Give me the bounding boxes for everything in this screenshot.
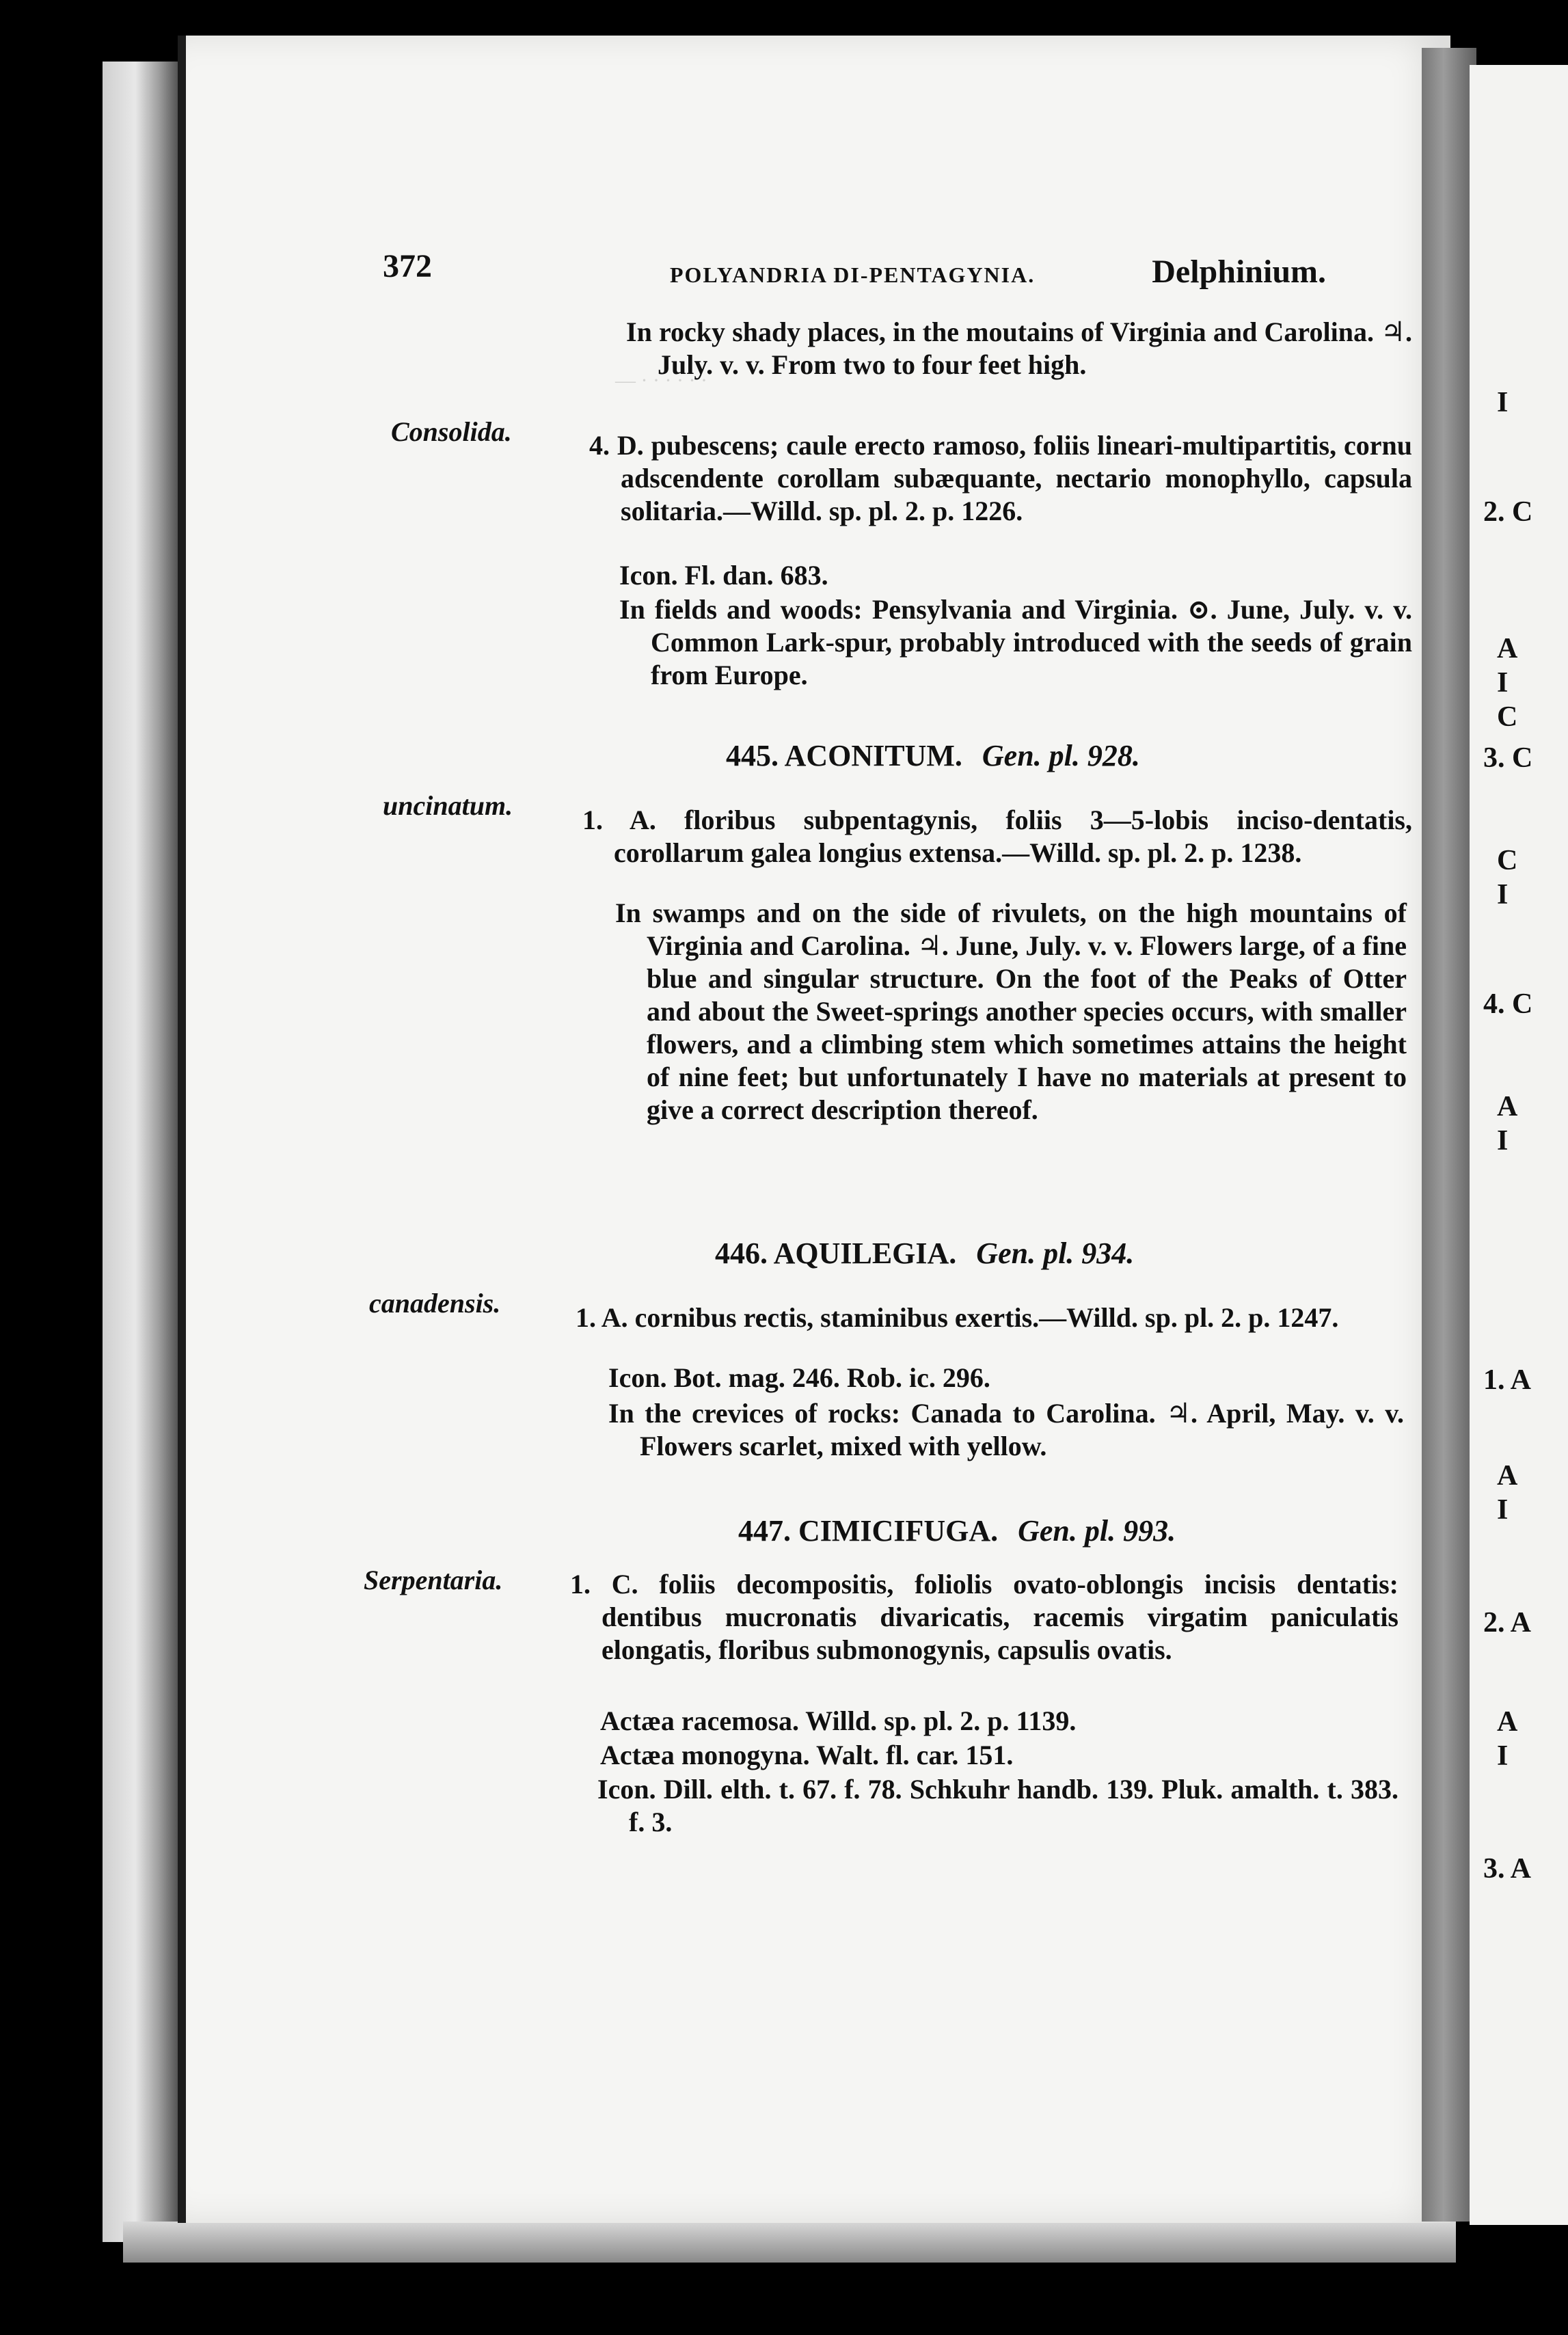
page-stack-edge (103, 62, 185, 2242)
genus-heading (726, 740, 1140, 772)
facing-line: A (1497, 633, 1518, 664)
habitat-note: In swamps and on the side of rivulets, on the high mountains of Virginia and Carolina. ♃. June, July. v. v. Flowers large, of a fine blue and singular structure. On the foot of the Peaks of Otter and about the Sweet-springs another species occurs, with smaller flowers, and a climbing stem which sometimes attains the height of nine feet; but unfortunately I have no materials at present to give a correct description thereof. (615, 897, 1407, 1125)
bleed-through-text: — · · · · · · (615, 369, 707, 392)
genus-reference: Gen. pl. 993. (1018, 1514, 1176, 1548)
genus-heading (715, 1237, 1134, 1270)
species-description: 1. A. cornibus rectis, staminibus exertis.—Willd. sp. pl. 2. p. 1247. (576, 1302, 1339, 1333)
facing-line: 2. C (1483, 496, 1533, 528)
facing-line: I (1497, 1740, 1509, 1772)
icon-reference: Icon. Dill. elth. t. 67. f. 78. Schkuhr handb. 139. Pluk. amalth. t. 383. f. 3. (597, 1774, 1398, 1837)
page-bottom-edge (123, 2222, 1456, 2263)
facing-line: A (1497, 1460, 1518, 1492)
running-genus: Delphinium. (1152, 254, 1326, 290)
icon-reference: Icon. Bot. mag. 246. Rob. ic. 296. (608, 1362, 990, 1393)
margin-species-name: canadensis. (369, 1288, 501, 1319)
facing-line: 1. A (1483, 1364, 1532, 1396)
genus-title: 447. CIMICIFUGA. (738, 1514, 999, 1548)
facing-line: I (1497, 387, 1509, 418)
facing-line: A (1497, 1091, 1518, 1122)
facing-line: 3. C (1483, 742, 1533, 774)
facing-line: I (1497, 1125, 1509, 1157)
synonym: Actæa racemosa. Willd. sp. pl. 2. p. 1139. (600, 1705, 1077, 1736)
habitat-note: In fields and woods: Pensylvania and Virginia. ⊙. June, July. v. v. Common Lark-spur, probably introduced with the seeds of grain from Europe. (619, 594, 1412, 690)
species-description: 4. D. pubescens; caule erecto ramoso, foliis lineari-multipartitis, cornu adscendente corollam subæquante, nectario monophyllo, capsula solitaria.—Willd. sp. pl. 2. p. 1226. (589, 430, 1412, 526)
margin-species-name: Consolida. (391, 416, 512, 447)
facing-line: C (1497, 845, 1518, 876)
genus-title: 446. AQUILEGIA. (715, 1237, 957, 1270)
page-header (383, 247, 1381, 295)
facing-line: I (1497, 667, 1509, 699)
facing-line: I (1497, 879, 1509, 910)
genus-heading (738, 1515, 1176, 1548)
genus-reference: Gen. pl. 934. (976, 1237, 1135, 1270)
facing-line: C (1497, 701, 1518, 733)
icon-reference: Icon. Fl. dan. 683. (619, 560, 828, 591)
species-description: 1. C. foliis decompositis, foliolis ovato-oblongis incisis dentatis: dentibus mucronatis divaricatis, racemis virgatim paniculatis elongatis, floribus submonogynis, capsulis ovatis. (570, 1569, 1398, 1665)
continuation-habitat: In rocky shady places, in the moutains of Virginia and Carolina. ♃. July. v. v. From two to four feet high. (626, 316, 1412, 380)
genus-reference: Gen. pl. 928. (982, 739, 1140, 772)
facing-line: 3. A (1483, 1853, 1532, 1885)
facing-line: 2. A (1483, 1607, 1532, 1638)
margin-species-name: Serpentaria. (364, 1565, 503, 1595)
page-number: 372 (383, 248, 432, 284)
running-head: POLYANDRIA DI-PENTAGYNIA. (670, 262, 1036, 287)
margin-species-name: uncinatum. (383, 790, 513, 821)
gutter-shadow (1422, 48, 1476, 2222)
synonym: Actæa monogyna. Walt. fl. car. 151. (600, 1740, 1014, 1770)
species-description: 1. A. floribus subpentagynis, foliis 3—5-lobis inciso-dentatis, corollarum galea longius extensa.—Willd. sp. pl. 2. p. 1238. (582, 805, 1412, 868)
facing-line: 4. C (1483, 988, 1533, 1020)
habitat-note: In the crevices of rocks: Canada to Carolina. ♃. April, May. v. v. Flowers scarlet, mixed with yellow. (608, 1398, 1404, 1461)
facing-line: I (1497, 1494, 1509, 1526)
facing-line: A (1497, 1706, 1518, 1738)
facing-page-fragment (1470, 65, 1568, 2225)
genus-title: 445. ACONITUM. (726, 739, 962, 772)
